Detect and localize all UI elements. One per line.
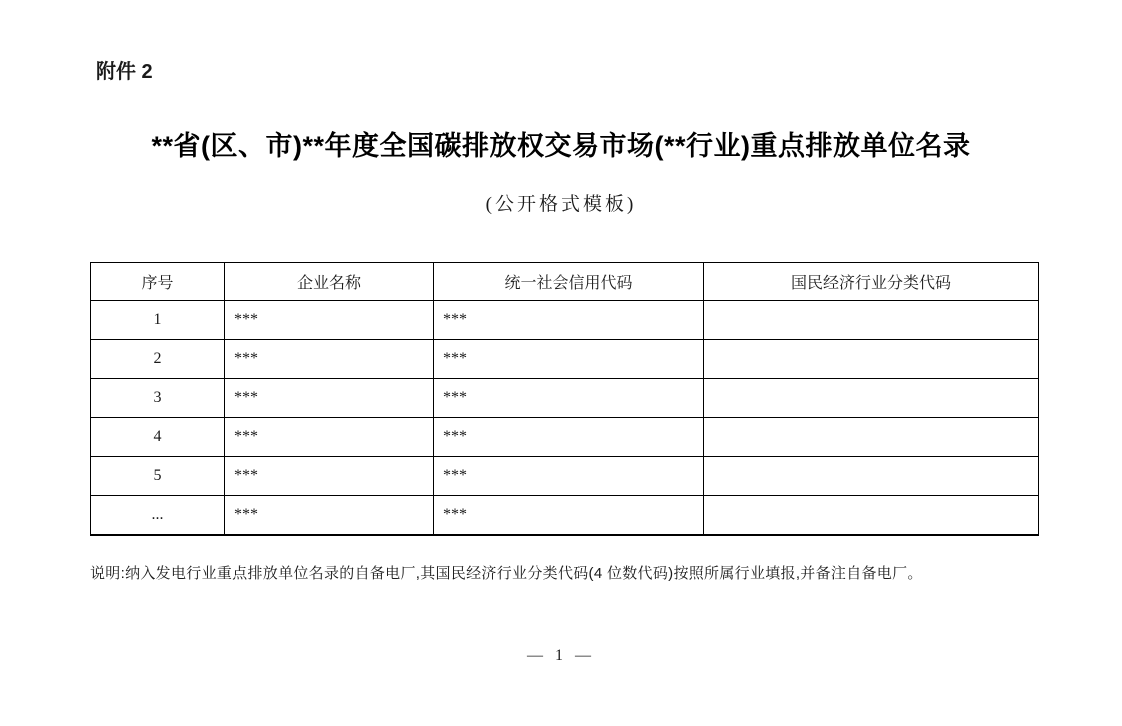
cell-credit-code: *** xyxy=(434,340,704,379)
cell-company: *** xyxy=(225,496,434,535)
cell-serial: 4 xyxy=(91,418,225,457)
column-header-industry-code: 国民经济行业分类代码 xyxy=(704,263,1039,301)
cell-credit-code: *** xyxy=(434,379,704,418)
cell-company: *** xyxy=(225,301,434,340)
explanatory-note: 说明:纳入发电行业重点排放单位名录的自备电厂,其国民经济行业分类代码(4 位数代码)按照所属行业填报,并备注自备电厂。 xyxy=(90,565,923,582)
column-header-company: 企业名称 xyxy=(225,263,434,301)
table-row xyxy=(91,457,1039,496)
cell-industry-code xyxy=(704,457,1039,496)
cell-company: *** xyxy=(225,457,434,496)
cell-credit-code: *** xyxy=(434,496,704,535)
column-header-serial: 序号 xyxy=(91,263,225,301)
cell-credit-code: *** xyxy=(434,418,704,457)
cell-serial: 3 xyxy=(91,379,225,418)
cell-company: *** xyxy=(225,379,434,418)
cell-serial: ... xyxy=(91,496,225,535)
cell-industry-code xyxy=(704,496,1039,535)
table-header-row xyxy=(91,263,1039,301)
page-number: — 1 — xyxy=(527,647,595,664)
cell-serial: 2 xyxy=(91,340,225,379)
table-row xyxy=(91,418,1039,457)
table-row xyxy=(91,301,1039,340)
cell-serial: 1 xyxy=(91,301,225,340)
cell-company: *** xyxy=(225,418,434,457)
cell-industry-code xyxy=(704,301,1039,340)
column-header-credit-code: 统一社会信用代码 xyxy=(434,263,704,301)
cell-credit-code: *** xyxy=(434,301,704,340)
table-row xyxy=(91,340,1039,379)
document-title: **省(区、市)**年度全国碳排放权交易市场(**行业)重点排放单位名录 xyxy=(151,131,971,161)
cell-industry-code xyxy=(704,340,1039,379)
cell-serial: 5 xyxy=(91,457,225,496)
table-row xyxy=(91,496,1039,535)
attachment-label: 附件 2 xyxy=(96,61,153,83)
document-subtitle: (公开格式模板) xyxy=(485,194,637,215)
cell-industry-code xyxy=(704,379,1039,418)
cell-credit-code: *** xyxy=(434,457,704,496)
cell-company: *** xyxy=(225,340,434,379)
table-row xyxy=(91,379,1039,418)
cell-industry-code xyxy=(704,418,1039,457)
emission-units-table xyxy=(90,262,1039,536)
